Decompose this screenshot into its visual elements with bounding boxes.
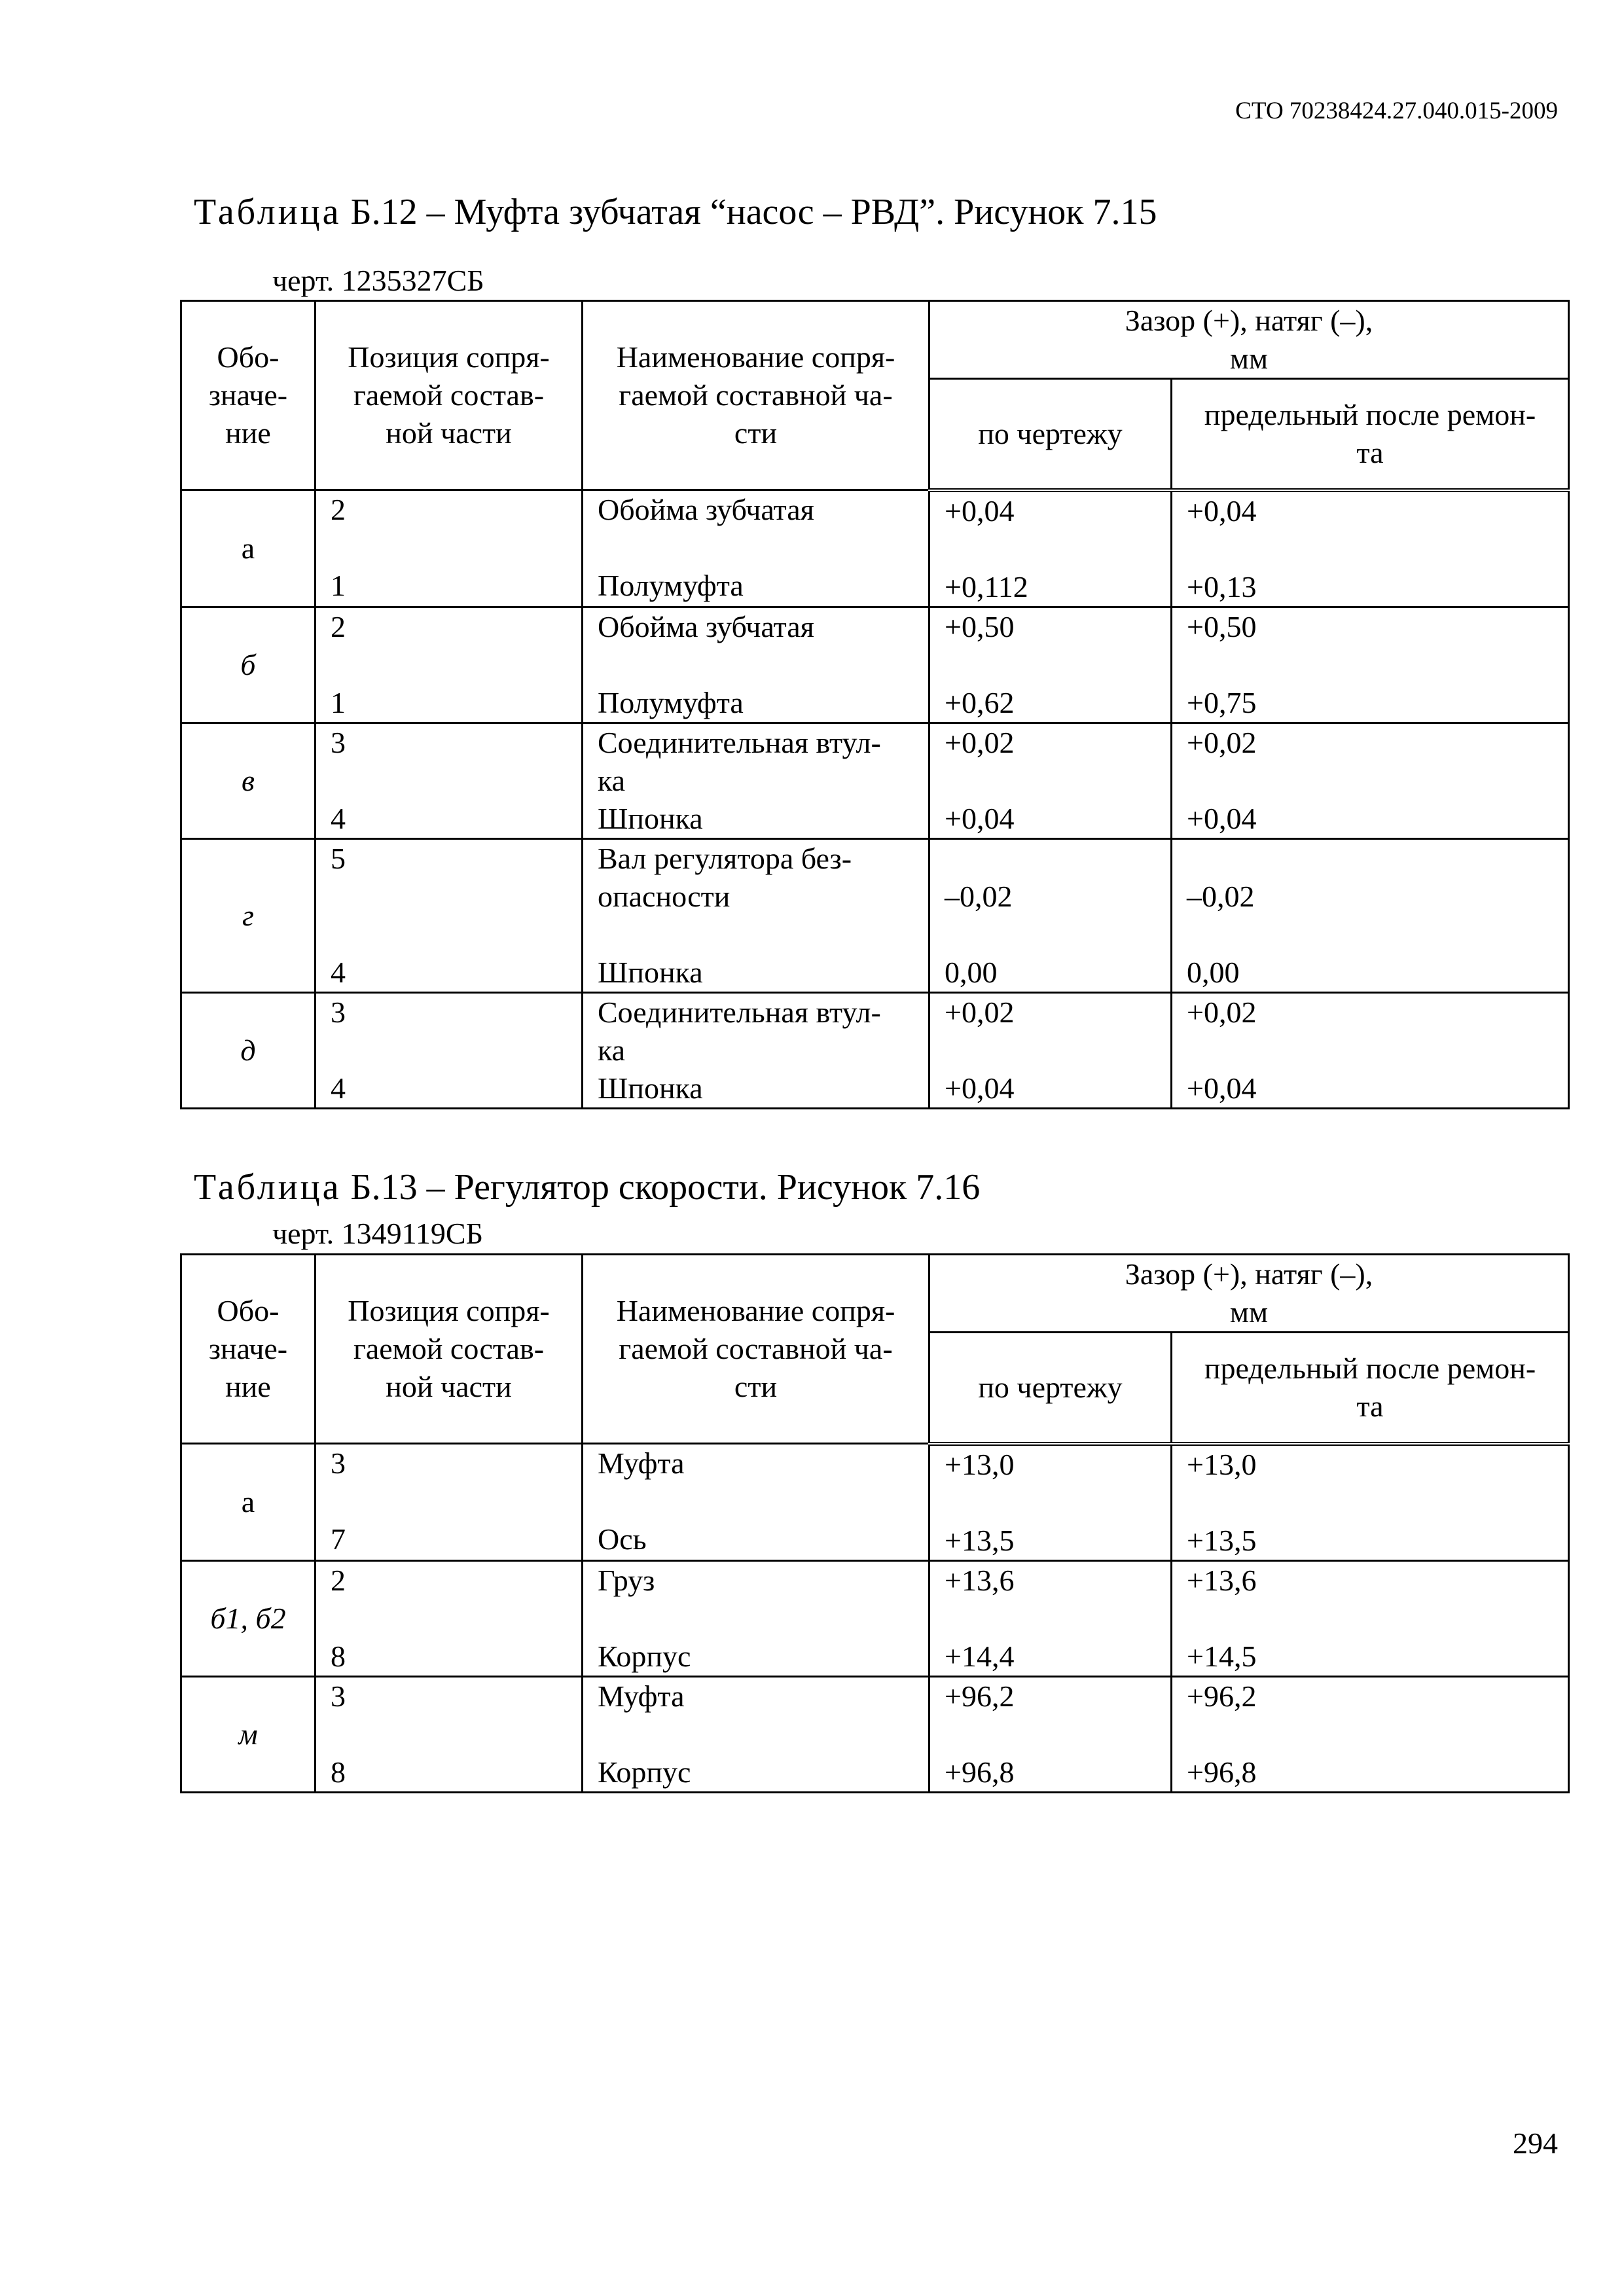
position-cell: [316, 490, 583, 607]
cell-line: 8: [331, 1755, 346, 1789]
cell-line: 4: [331, 1071, 346, 1105]
position-cell: [316, 1560, 583, 1676]
cell-line: [945, 1600, 1156, 1638]
cell-line: Соединительная втул-: [598, 725, 881, 759]
designation-cell: г: [181, 838, 316, 992]
cell-line: 7: [331, 1522, 346, 1556]
cell-line: [1187, 916, 1553, 954]
table-row: [181, 838, 1569, 992]
cell-line: [1187, 1715, 1553, 1753]
limit-cell: [1172, 490, 1569, 607]
table-12-title-prefix: Таблица: [194, 192, 342, 232]
cell-line: [331, 762, 567, 800]
part-name-cell: [583, 838, 929, 992]
table-row: [181, 1444, 1569, 1561]
table-row: [181, 723, 1569, 838]
position-cell: [316, 607, 583, 723]
position-cell: [316, 1444, 583, 1561]
cell-line: +0,02: [1187, 995, 1257, 1029]
cell-line: +0,50: [1187, 609, 1257, 643]
header-by-drawing: по чертежу: [929, 1333, 1172, 1444]
cell-line: 3: [331, 1679, 346, 1713]
cell-line: [1187, 762, 1553, 800]
cell-line: 3: [331, 725, 346, 759]
table-12-drawing-number: черт. 1235327СБ: [272, 264, 484, 297]
cell-line: –0,02: [945, 879, 1013, 913]
cell-line: [1187, 840, 1553, 878]
table-row: [181, 490, 1569, 607]
cell-line: +0,112: [945, 569, 1028, 603]
cell-line: +13,0: [945, 1447, 1015, 1481]
by-drawing-cell: [929, 1444, 1172, 1561]
cell-line: +14,5: [1187, 1639, 1257, 1673]
cell-line: [1187, 1031, 1553, 1069]
by-drawing-cell: [929, 490, 1172, 607]
table-13-title-rest: Б.13 – Регулятор скорости. Рисунок 7.16: [341, 1167, 981, 1208]
cell-line: ка: [598, 1033, 626, 1067]
designation-cell: а: [181, 1444, 316, 1561]
cell-line: +96,8: [1187, 1755, 1257, 1789]
limit-cell: [1172, 992, 1569, 1108]
table-row: [181, 607, 1569, 723]
table-13-title-prefix: Таблица: [194, 1167, 342, 1208]
cell-line: 8: [331, 1639, 346, 1673]
by-drawing-cell: [929, 607, 1172, 723]
cell-line: 3: [331, 1446, 346, 1480]
limit-cell: [1172, 723, 1569, 838]
cell-line: +13,6: [1187, 1563, 1257, 1597]
limit-cell: [1172, 838, 1569, 992]
header-limit: предельный после ремон- та: [1172, 379, 1569, 490]
cell-line: +0,04: [1187, 493, 1257, 528]
by-drawing-cell: [929, 1560, 1172, 1676]
table-row: [181, 1560, 1569, 1676]
cell-line: +0,02: [945, 725, 1015, 759]
header-designation: Обо- значе- ние: [181, 301, 316, 490]
cell-line: 3: [331, 995, 346, 1029]
header-designation: Обо- значе- ние: [181, 1255, 316, 1444]
part-name-cell: [583, 723, 929, 838]
cell-line: +0,02: [1187, 725, 1257, 759]
cell-line: Вал регулятора без-: [598, 841, 852, 875]
cell-line: [331, 1031, 567, 1069]
position-cell: [316, 1676, 583, 1792]
cell-line: +0,02: [945, 995, 1015, 1029]
part-name-cell: [583, 992, 929, 1108]
part-name-cell: [583, 1560, 929, 1676]
cell-line: [598, 1482, 914, 1520]
table-row: [181, 992, 1569, 1108]
cell-line: Шпонка: [598, 1071, 703, 1105]
cell-line: [598, 1715, 914, 1753]
position-cell: [316, 838, 583, 992]
cell-line: [331, 916, 567, 954]
by-drawing-cell: [929, 723, 1172, 838]
cell-line: –0,02: [1187, 879, 1255, 913]
cell-line: +96,2: [1187, 1679, 1257, 1713]
cell-line: [598, 646, 914, 684]
designation-cell: а: [181, 490, 316, 607]
cell-line: Соединительная втул-: [598, 995, 881, 1029]
cell-line: Обойма зубчатая: [598, 493, 814, 526]
cell-line: Муфта: [598, 1446, 685, 1480]
cell-line: [331, 646, 567, 684]
header-position: Позиция сопря- гаемой состав- ной части: [316, 301, 583, 490]
part-name-cell: [583, 490, 929, 607]
header-name: Наименование сопря- гаемой составной ча- сти: [583, 301, 929, 490]
cell-line: [598, 1600, 914, 1638]
cell-line: [945, 1484, 1156, 1522]
cell-line: [945, 762, 1156, 800]
designation-cell: б: [181, 607, 316, 723]
cell-line: +0,62: [945, 685, 1015, 719]
cell-line: +0,13: [1187, 569, 1257, 603]
cell-line: [1187, 1600, 1553, 1638]
limit-cell: [1172, 607, 1569, 723]
page-number: 294: [1513, 2126, 1558, 2160]
cell-line: +0,04: [1187, 1071, 1257, 1105]
cell-line: 2: [331, 1563, 346, 1597]
cell-line: Ось: [598, 1522, 647, 1556]
cell-line: 0,00: [945, 955, 998, 989]
cell-line: [945, 916, 1156, 954]
cell-line: [945, 530, 1156, 568]
cell-line: +0,04: [1187, 801, 1257, 835]
position-cell: [316, 992, 583, 1108]
cell-line: +0,75: [1187, 685, 1257, 719]
cell-line: +0,04: [945, 1071, 1015, 1105]
cell-line: ка: [598, 763, 626, 797]
cell-line: +96,2: [945, 1679, 1015, 1713]
table-12-title-rest: Б.12 – Муфта зубчатая “насос – РВД”. Рисунок 7.15: [341, 192, 1157, 232]
header-gap: Зазор (+), натяг (–), мм: [929, 1255, 1569, 1333]
cell-line: [1187, 530, 1553, 568]
cell-line: +96,8: [945, 1755, 1015, 1789]
designation-cell: м: [181, 1676, 316, 1792]
cell-line: 4: [331, 955, 346, 989]
cell-line: Шпонка: [598, 801, 703, 835]
header-position: Позиция сопря- гаемой состав- ной части: [316, 1255, 583, 1444]
limit-cell: [1172, 1560, 1569, 1676]
table-13-title: [194, 1166, 980, 1208]
header-limit: предельный после ремон- та: [1172, 1333, 1569, 1444]
cell-line: [945, 840, 1156, 878]
header-name: Наименование сопря- гаемой составной ча- сти: [583, 1255, 929, 1444]
table-13-drawing-number: черт. 1349119СБ: [272, 1217, 483, 1250]
designation-cell: д: [181, 992, 316, 1108]
cell-line: Шпонка: [598, 955, 703, 989]
cell-line: +13,5: [945, 1523, 1015, 1557]
cell-line: 1: [331, 685, 346, 719]
cell-line: опасности: [598, 879, 731, 913]
part-name-cell: [583, 607, 929, 723]
document-code: СТО 70238424.27.040.015-2009: [1235, 98, 1558, 124]
table-13: [180, 1253, 1570, 1793]
by-drawing-cell: [929, 992, 1172, 1108]
cell-line: 2: [331, 493, 346, 526]
cell-line: [331, 878, 567, 916]
header-gap: Зазор (+), натяг (–), мм: [929, 301, 1569, 379]
by-drawing-cell: [929, 838, 1172, 992]
cell-line: 4: [331, 801, 346, 835]
limit-cell: [1172, 1676, 1569, 1792]
cell-line: +13,0: [1187, 1447, 1257, 1481]
cell-line: [598, 529, 914, 567]
cell-line: 1: [331, 569, 346, 602]
table-12: [180, 300, 1570, 1109]
cell-line: +13,6: [945, 1563, 1015, 1597]
cell-line: [598, 916, 914, 954]
header-by-drawing: по чертежу: [929, 379, 1172, 490]
cell-line: Корпус: [598, 1755, 691, 1789]
cell-line: Муфта: [598, 1679, 685, 1713]
cell-line: [331, 1482, 567, 1520]
cell-line: +0,04: [945, 801, 1015, 835]
cell-line: 5: [331, 841, 346, 875]
cell-line: [1187, 646, 1553, 684]
cell-line: Груз: [598, 1563, 655, 1597]
by-drawing-cell: [929, 1676, 1172, 1792]
cell-line: [945, 1031, 1156, 1069]
cell-line: +14,4: [945, 1639, 1015, 1673]
cell-line: [1187, 1484, 1553, 1522]
table-12-title: [194, 191, 1157, 233]
position-cell: [316, 723, 583, 838]
cell-line: Корпус: [598, 1639, 691, 1673]
part-name-cell: [583, 1444, 929, 1561]
cell-line: [331, 1715, 567, 1753]
cell-line: 2: [331, 609, 346, 643]
part-name-cell: [583, 1676, 929, 1792]
cell-line: Обойма зубчатая: [598, 609, 814, 643]
cell-line: +0,04: [945, 493, 1015, 528]
cell-line: Полумуфта: [598, 569, 744, 602]
limit-cell: [1172, 1444, 1569, 1561]
designation-cell: в: [181, 723, 316, 838]
cell-line: [331, 529, 567, 567]
table-row: [181, 1676, 1569, 1792]
cell-line: Полумуфта: [598, 685, 744, 719]
cell-line: [945, 646, 1156, 684]
cell-line: 0,00: [1187, 955, 1240, 989]
cell-line: [945, 1715, 1156, 1753]
designation-cell: б1, б2: [181, 1560, 316, 1676]
cell-line: [331, 1600, 567, 1638]
cell-line: +0,50: [945, 609, 1015, 643]
cell-line: +13,5: [1187, 1523, 1257, 1557]
